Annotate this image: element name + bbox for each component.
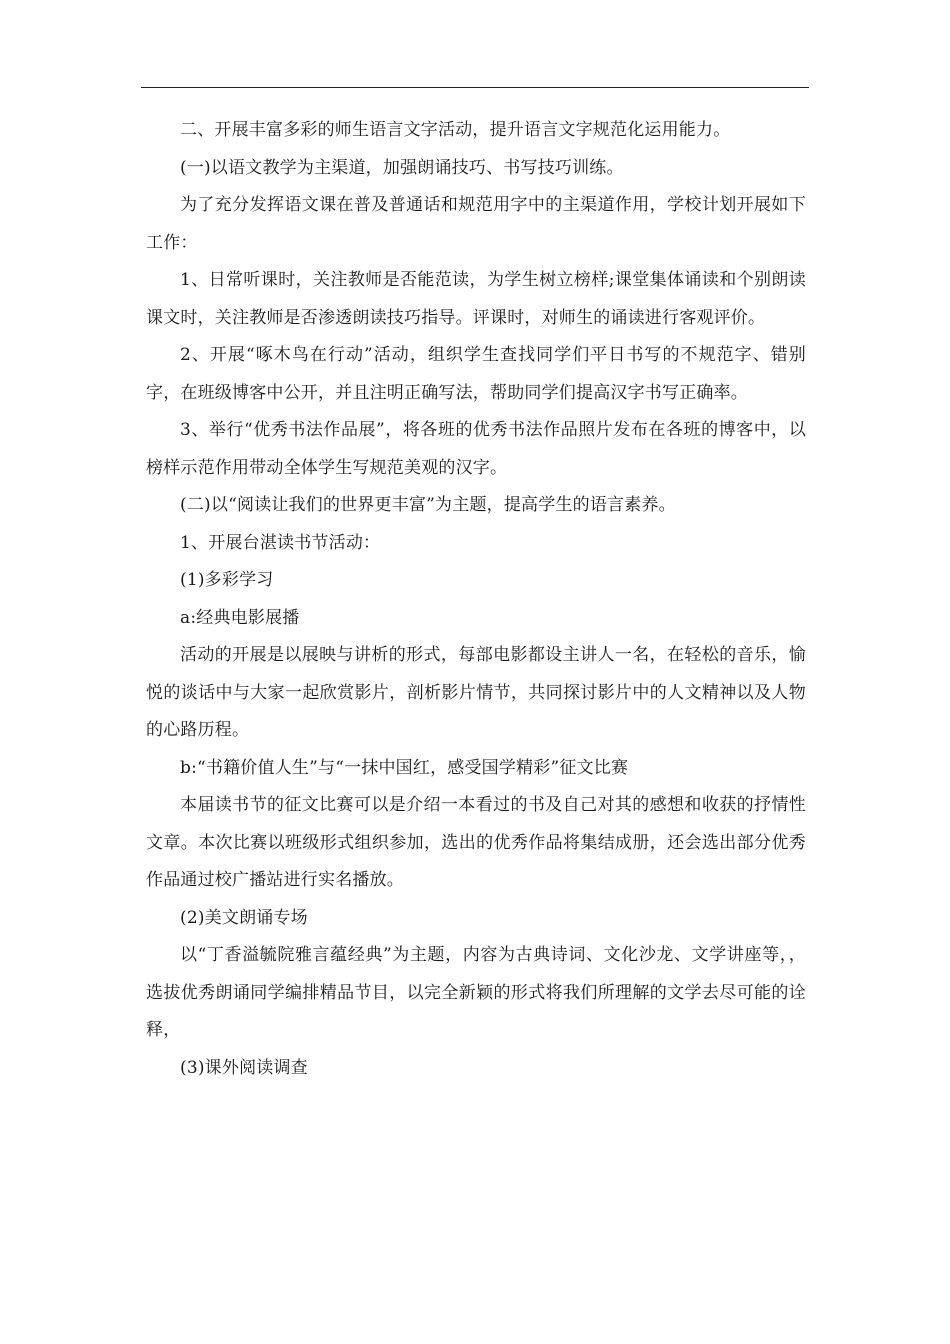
list-item-2: 2、开展“啄木鸟在行动”活动，组织学生查找同学们平日书写的不规范字、错别字，在班级博客中公开，并且注明正确写法，帮助同学们提高汉字书写正确率。 [146,345,806,403]
subsection-heading-1: (一)以语文教学为主渠道，加强朗诵技巧、书写技巧训练。 [180,157,624,178]
document-body [146,112,806,1087]
section-heading-2: 二、开展丰富多彩的师生语言文字活动，提升语言文字规范化运用能力。 [180,120,731,140]
paragraph-essay: 本届读书节的征文比赛可以是介绍一本看过的书及自己对其的感想和收获的抒情性文章。本次比赛以班级形式组织参加，选出的优秀作品将集结成册，还会选出部分优秀作品通过校广播站进行实名播放。 [146,795,806,890]
item-heading-3: (3)课外阅读调查 [180,1057,308,1078]
sub-item-b: b:“书籍价值人生”与“一抹中国红，感受国学精彩”征文比赛 [180,757,629,778]
paragraph-recitation: 以“丁香溢毓院雅言蕴经典”为主题，内容为古典诗词、文化沙龙、文学讲座等，，选拔优秀朗诵同学编排精品节目，以完全新颖的形式将我们所理解的文学去尽可能的诠释， [146,945,806,1040]
paragraph-intro: 为了充分发挥语文课在普及普通话和规范用字中的主渠道作用，学校计划开展如下工作： [146,195,806,253]
list-item-1: 1、日常听课时，关注教师是否能范读，为学生树立榜样;课堂集体诵读和个别朗读课文时，关注教师是否渗透朗读技巧指导。评课时，对师生的诵读进行客观评价。 [146,270,806,328]
sub-item-a: a:经典电影展播 [180,607,300,628]
item-heading-2: (2)美文朗诵专场 [180,907,308,928]
subsection-heading-2: (二)以“阅读让我们的世界更丰富”为主题，提高学生的语言素养。 [180,495,676,515]
paragraph-film: 活动的开展是以展映与讲析的形式，每部电影都设主讲人一名，在轻松的音乐，愉悦的谈话中与大家一起欣赏影片，剖析影片情节，共同探讨影片中的人文精神以及人物的心路历程。 [146,645,806,740]
item-heading-1: (1)多彩学习 [180,570,274,590]
list-item-3: 3、举行“优秀书法作品展”，将各班的优秀书法作品照片发布在各班的博客中，以榜样示范作用带动全体学生写规范美观的汉字。 [146,420,806,478]
reading-festival-heading: 1、开展台湛读书节活动： [180,532,381,553]
header-rule [141,87,809,88]
